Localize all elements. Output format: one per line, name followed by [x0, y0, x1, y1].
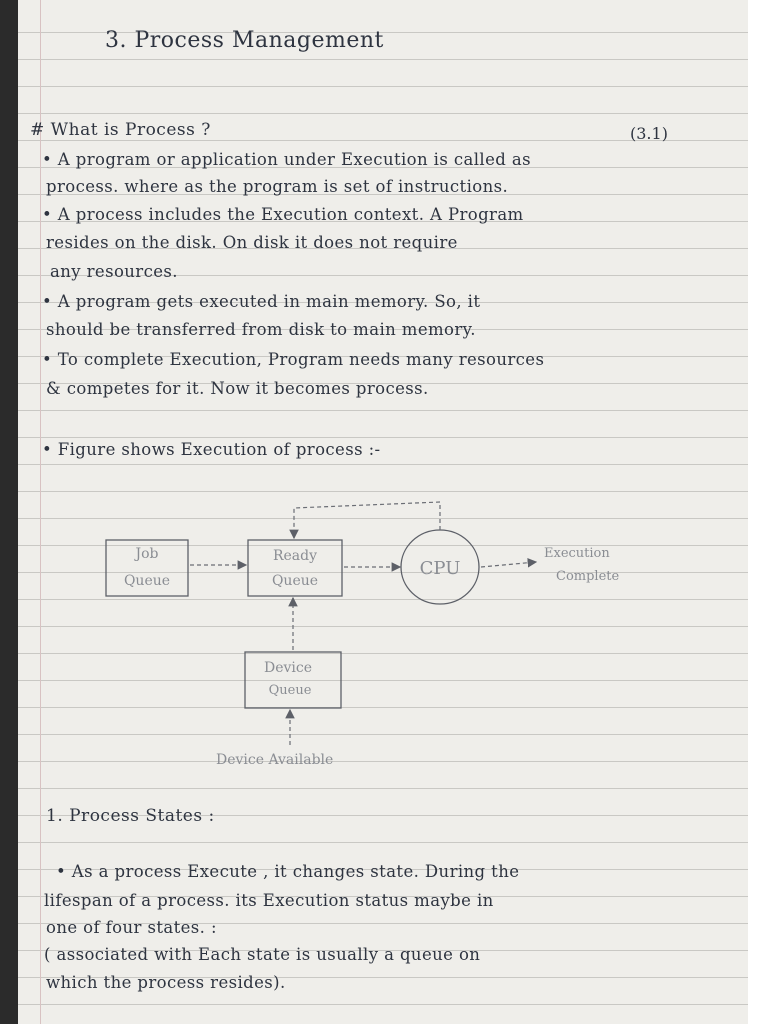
states-line: one of four states. : [46, 918, 217, 937]
job-queue-label-2: Queue [123, 573, 171, 589]
states-line: ( associated with Each state is usually a queue on [44, 945, 481, 964]
figure-intro: • Figure shows Execution of process :- [42, 440, 381, 459]
device-queue-label-1: Device [263, 660, 313, 676]
states-line: • As a process Execute , it changes state. During the [56, 862, 520, 881]
paragraph-line: • A program gets executed in main memory. So, it [42, 292, 481, 311]
cpu-label: CPU [419, 558, 461, 579]
ready-queue-label-2: Queue [271, 573, 319, 589]
section-heading: # What is Process ? [30, 120, 211, 140]
page-title: 3. Process Management [105, 28, 384, 53]
arrow-cpu-to-complete [481, 562, 536, 567]
states-line: lifespan of a process. its Execution status maybe in [44, 891, 494, 910]
paragraph-line: • A program or application under Execution is called as [42, 150, 531, 169]
ready-queue-label-1: Ready [272, 548, 318, 564]
paragraph-line: process. where as the program is set of instructions. [46, 177, 509, 196]
execution-complete-label-2: Complete [556, 569, 620, 584]
paragraph-line: • A process includes the Execution context. A Program [42, 205, 524, 224]
paragraph-line: resides on the disk. On disk it does not require [46, 233, 458, 252]
execution-complete-label-1: Execution [544, 546, 610, 561]
job-queue-label-1: Job [135, 546, 159, 562]
paragraph-line: should be transferred from disk to main memory. [46, 320, 476, 339]
states-line: which the process resides). [46, 973, 286, 992]
device-available-label: Device Available [216, 752, 334, 768]
paragraph-line: any resources. [50, 262, 178, 281]
device-queue-label-2: Queue [268, 683, 312, 698]
arrow-cpu-loop-to-ready [294, 502, 440, 538]
section-reference: (3.1) [630, 124, 668, 143]
process-states-heading: 1. Process States : [46, 806, 215, 826]
paragraph-line: & competes for it. Now it becomes process. [46, 379, 429, 398]
paragraph-line: • To complete Execution, Program needs many resources [42, 350, 545, 369]
